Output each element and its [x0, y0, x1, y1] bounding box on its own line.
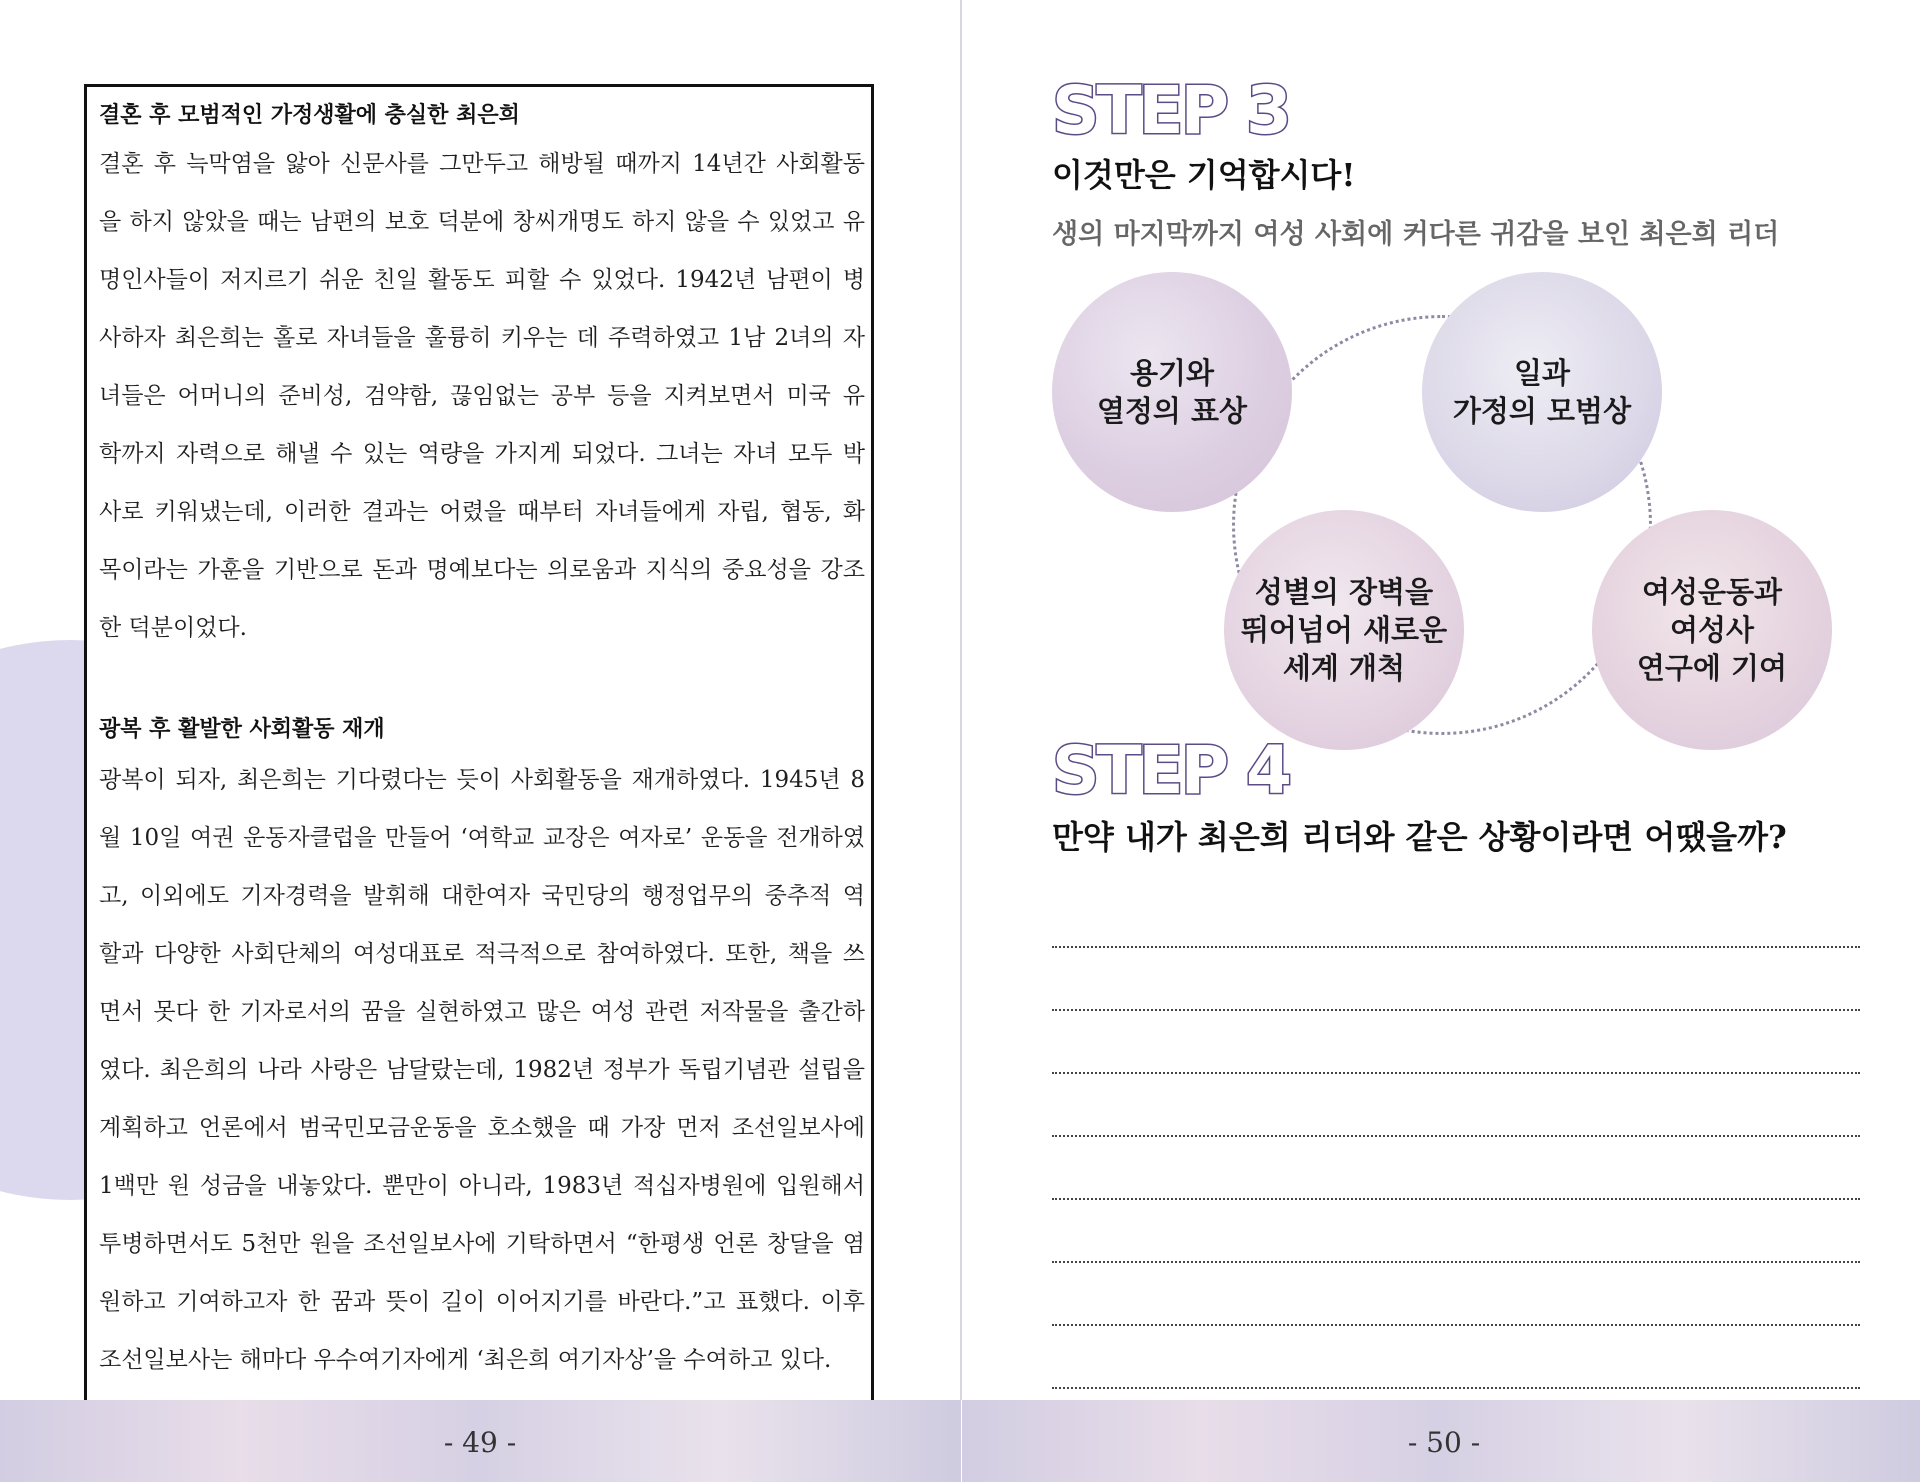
- bubble-text: 여성사: [1669, 613, 1755, 647]
- page-50: [962, 0, 1920, 1482]
- text-line: 한 덕분이었다.: [99, 615, 247, 641]
- text-line: 녀들은 어머니의 준비성, 검약함, 끊임없는 공부 등을 지켜보면서 미국 유: [99, 383, 865, 409]
- bubble-text: 세계 개척: [1282, 651, 1406, 685]
- text-line: 사로 키워냈는데, 이러한 결과는 어렸을 때부터 자녀들에게 자립, 협동, 화: [99, 499, 865, 525]
- paragraph-marriage: [99, 135, 865, 657]
- text-line: 조선일보사는 해마다 우수여기자에게 ‘최은희 여기자상’을 수여하고 있다.: [99, 1347, 832, 1373]
- bubble-courage: [1052, 272, 1292, 512]
- answer-line[interactable]: [1052, 1198, 1860, 1200]
- page-number: - 50 -: [1407, 1426, 1481, 1459]
- text-line: 1백만 원 성금을 내놓았다. 뿐만이 아니라, 1983년 적십자병원에 입원해서: [99, 1173, 865, 1199]
- values-diagram: [1052, 260, 1852, 760]
- page-number: - 49 -: [443, 1426, 517, 1459]
- bubble-text: 여성운동과: [1641, 575, 1783, 609]
- text-line: 였다. 최은희의 나라 사랑은 남달랐는데, 1982년 정부가 독립기념관 설립을: [99, 1057, 865, 1083]
- answer-line[interactable]: [1052, 1009, 1860, 1011]
- answer-line[interactable]: [1052, 1387, 1860, 1389]
- bubble-text: 연구에 기여: [1636, 651, 1788, 685]
- step3-subtitle: 생의 마지막까지 여성 사회에 커다른 귀감을 보인 최은희 리더: [1052, 219, 1780, 250]
- bubble-text: 열정의 표상: [1096, 394, 1248, 428]
- text-line: 명인사들이 저지르기 쉬운 친일 활동도 피할 수 있었다. 1942년 남편이 병: [99, 267, 865, 293]
- step3-title: 이것만은 기억합시다!: [1052, 156, 1356, 194]
- step4-question: 만약 내가 최은희 리더와 같은 상황이라면 어땠을까?: [1052, 818, 1787, 856]
- text-line: 광복이 되자, 최은희는 기다렸다는 듯이 사회활동을 재개하였다. 1945년 8: [99, 767, 865, 793]
- text-line: 결혼 후 늑막염을 앓아 신문사를 그만두고 해방될 때까지 14년간 사회활동: [99, 151, 865, 177]
- step4-label: STEP 4: [1052, 732, 1289, 809]
- text-line: 목이라는 가훈을 기반으로 돈과 명예보다는 의로움과 지식의 중요성을 강조: [99, 557, 865, 583]
- text-line: 계획하고 언론에서 범국민모금운동을 호소했을 때 가장 먼저 조선일보사에: [99, 1115, 865, 1141]
- bubble-womens-movement: [1592, 510, 1832, 750]
- bubble-text: 뛰어넘어 새로운: [1240, 613, 1448, 647]
- answer-line[interactable]: [1052, 1324, 1860, 1326]
- text-line: 고, 이외에도 기자경력을 발휘해 대한여자 국민당의 행정업무의 중추적 역: [99, 883, 865, 909]
- text-box: [84, 84, 874, 1400]
- bubble-gender-barrier: [1224, 510, 1464, 750]
- text-line: 원하고 기여하고자 한 꿈과 뜻이 길이 이어지기를 바란다.”고 표했다. 이후: [99, 1289, 865, 1315]
- text-line: 사하자 최은희는 홀로 자녀들을 훌륭히 키우는 데 주력하였고 1남 2녀의 자: [99, 325, 865, 351]
- bubble-text: 가정의 모범상: [1452, 394, 1632, 428]
- text-line: 면서 못다 한 기자로서의 꿈을 실현하였고 많은 여성 관련 저작물을 출간하: [99, 999, 865, 1025]
- text-line: 투병하면서도 5천만 원을 조선일보사에 기탁하면서 “한평생 언론 창달을 염: [99, 1231, 865, 1257]
- answer-line[interactable]: [1052, 1261, 1860, 1263]
- bubble-work-family: [1422, 272, 1662, 512]
- bubble-text: 일과: [1513, 356, 1571, 390]
- text-line: 학까지 자력으로 해낼 수 있는 역량을 가지게 되었다. 그녀는 자녀 모두 박: [99, 441, 865, 467]
- answer-line[interactable]: [1052, 1135, 1860, 1137]
- section-heading-liberation: 광복 후 활발한 사회활동 재개: [99, 716, 385, 742]
- section-heading-marriage: 결혼 후 모범적인 가정생활에 충실한 최은희: [99, 102, 520, 128]
- answer-line[interactable]: [1052, 946, 1860, 948]
- bubble-text: 용기와: [1129, 356, 1215, 390]
- text-line: 을 하지 않았을 때는 남편의 보호 덕분에 창씨개명도 하지 않을 수 있었고 유: [99, 209, 865, 235]
- answer-line[interactable]: [1052, 1072, 1860, 1074]
- text-line: 할과 다양한 사회단체의 여성대표로 적극적으로 참여하였다. 또한, 책을 쓰: [99, 941, 865, 967]
- step3-label: STEP 3: [1052, 72, 1289, 149]
- bubble-text: 성별의 장벽을: [1254, 575, 1434, 609]
- text-line: 월 10일 여권 운동자클럽을 만들어 ‘여학교 교장은 여자로’ 운동을 전개하였: [99, 825, 865, 851]
- paragraph-liberation: [99, 751, 865, 1389]
